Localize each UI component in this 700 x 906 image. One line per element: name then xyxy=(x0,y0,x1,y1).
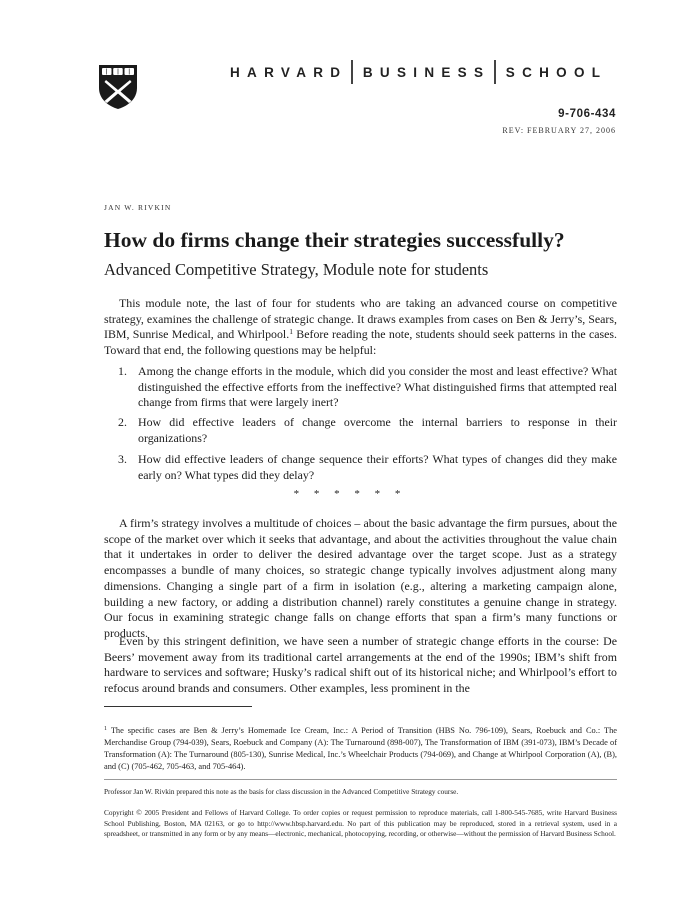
wordmark-harvard: HARVARD xyxy=(230,64,348,80)
question-text: How did effective leaders of change overcome the internal barriers to response in their organizations? xyxy=(138,415,617,445)
wordmark-divider xyxy=(494,60,496,84)
footer-divider xyxy=(104,779,617,780)
page-title: How do firms change their strategies successfully? xyxy=(104,228,565,252)
question-text: Among the change efforts in the module, which did you consider the most and least effective? What distinguished the effective efforts from the ineffective? What distinguished firms that attempted real change from firms that were largely inert? xyxy=(138,364,617,410)
question-item xyxy=(104,415,617,446)
revision-date: REV: FEBRUARY 27, 2006 xyxy=(502,126,616,135)
document-number: 9-706-434 xyxy=(558,108,616,120)
preparation-note: Professor Jan W. Rivkin prepared this note as the basis for class discussion in the Advanced Competitive Strategy course. xyxy=(104,787,459,796)
wordmark-school: SCHOOL xyxy=(505,64,608,80)
footnote-reference[interactable]: 1 xyxy=(289,327,293,337)
question-number: 3. xyxy=(118,452,127,466)
intro-paragraph: This module note, the last of four for students who are taking an advanced course on competitive strategy, examines the challenge of strategic change. It draws examples from cases on Ben & Jerry’s, Sears, IBM, Sunrise Medical, and Whirlpool.$^1$ Before reading the note, students should seek patterns in the cases. Toward that end, the following questions may be helpful: xyxy=(104,296,618,358)
question-number: 1. xyxy=(118,364,127,378)
question-text: How did effective leaders of change sequence their efforts? What types of changes did they make early on? What types did they delay? xyxy=(138,452,617,482)
hbs-shield-logo xyxy=(98,64,138,110)
page-subtitle: Advanced Competitive Strategy, Module note for students xyxy=(104,260,489,279)
footnote-mark: 1 xyxy=(104,726,107,732)
author-name: JAN W. RIVKIN xyxy=(104,203,172,212)
body-paragraph: A firm’s strategy involves a multitude of choices – about the basic advantage the firm pursues, about the scope of the market over which it seeks that advantage, and about the activities throughout the value chain that it undertakes in order to deliver the desired advantage over the target scope. Just as a strategy encompasses a bundle of many choices, so strategic change typically involves adjustment along many dimensions. Changing a single part of a firm in isolation (e.g., altering a marketing campaign alone, building a new factory, or adding a distribution channel) rarely constitutes a genuine change in strategy. Our focus in examining strategic change falls on change efforts that span a firm’s many functions or products. xyxy=(104,516,617,640)
question-item xyxy=(104,364,617,411)
wordmark-divider xyxy=(351,60,353,84)
footnote-divider xyxy=(104,706,252,707)
body-paragraph: Even by this stringent definition, we have seen a number of strategic change efforts in the course: De Beers’ movement away from its traditional cartel arrangements at the end of the 1990s; IBM’s shift from hardware to services and software; Husky’s radical shift out of its historical niche; and Whirlpool’s effort to refocus around brands and consumers. Other examples, less prominent in the xyxy=(104,634,617,696)
school-wordmark xyxy=(230,62,622,82)
question-number: 2. xyxy=(118,415,127,429)
footnote: $^1$ The specific cases are Ben & Jerry’s Homemade Ice Cream, Inc.: A Period of Transition (HBS No. 796-109), Sears, Roebuck and Co.: The Merchandise Group (794-039), Sears, Roebuck and Company (A): The Turnaround (898-007), The Transformation of IBM (391-073), IBM’s Decade of Transformation (A): The Turnaround (805-130), Sunrise Medical, Inc.’s Wheelchair Products (794-069), and Change at Whirlpool Corporation (A), (B), and (C) (705-462, 705-463, and 705-464). xyxy=(104,726,617,772)
wordmark-business: BUSINESS xyxy=(362,64,491,80)
copyright-notice: Copyright © 2005 President and Fellows of Harvard College. To order copies or request permission to reproduce materials, call 1-800-545-7685, write Harvard Business School Publishing, Boston, MA 02163, or go to http://www.hbsp.harvard.edu. No part of this publication may be reproduced, stored in a retrieval system, used in a spreadsheet, or transmitted in any form or by any means—electronic, mechanical, photocopying, recording, or otherwise—without the permission of Harvard Business School. xyxy=(104,808,617,839)
section-separator: * * * * * * xyxy=(293,488,407,500)
question-item xyxy=(104,452,617,483)
